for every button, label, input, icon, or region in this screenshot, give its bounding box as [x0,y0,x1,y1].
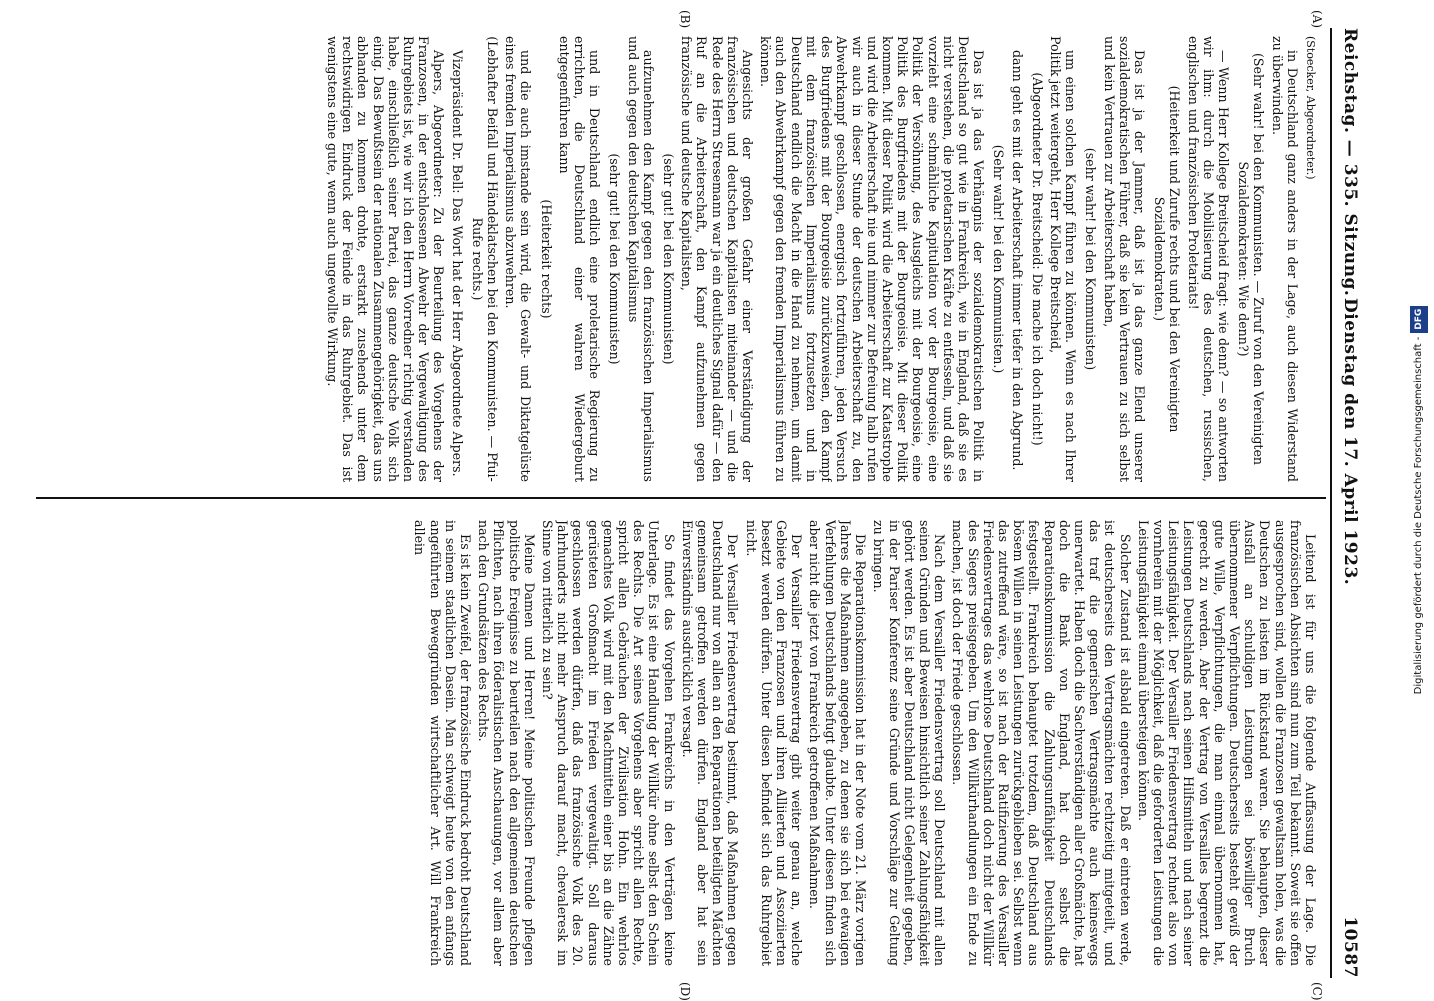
paragraph: Vizepräsident Dr. Bell: Das Wort hat der Herr Abgeordnete Alpers. [449,50,465,477]
paragraph: in Deutschland ganz anders in der Lage, auch diesen Widerstand zu überwinden. [1269,36,1300,482]
interjection: (Sehr wahr! bei den Kommunisten.) [991,144,1007,374]
header-date: Dienstag den 17. April 1923. [1340,298,1360,586]
speaker-label: (Stoecker, Abgeordneter.) [1304,36,1317,180]
header-title: Reichstag. — 335. Sitzung. [1340,28,1360,297]
paragraph: — Wenn Herr Kollege Breitscheid fragt: wie denn? — so antworten wir ihm: durch die Mobilisierung des deutschen, russischen, englischen und französischen Proletariats! [1185,36,1231,482]
paragraph: und in Deutschland endlich eine proletarische Regierung zu errichten, die Deutschland einer wahren Wiedergeburt entgegenführen kann [556,36,603,482]
paragraph: Der Versailler Friedensvertrag gibt weiter genau an, welche Gebiete von den Franzosen und ihren Alliierten und Assoziierten besetzt werden dürfen. Unter diesen befindet sich das Ruhrgebiet nicht. [743,520,805,966]
interjection: (sehr wahr! bei den Kommunisten) [1083,147,1099,371]
paragraph: Nach dem Versailler Friedensvertrag soll Deutschland mit allen seinen Gründen und Beweisen hinsichtlich seiner Zahlungsfähigkeit gehört werden. Es ist aber Deutschland nicht Gelegenheit gegeben, in der Pariser Konferenz seine Gründe und Vorschläge zur Geltung zu bringen. [871,520,948,966]
interjection: (Lebhafter Beifall und Händeklatschen bei den Kommunisten. — Pfui-Rufe rechts.) [469,36,501,482]
paragraph: Angesichts der großen Gefahr einer Verständigung der französischen und deutschen Kapitalisten miteinander — und die Rede des Herrn Stresemann war ja ein deutliches Signal dafür — den Ruf an die Arbeiterschaft, den Kampf aufzunehmen gegen französische und deutsche Kapitalisten, [679,36,756,482]
funding-text: Digitalisierung gefördert durch die Deutsche Forschungsgemeinschaft - [1413,336,1424,695]
right-column [28,520,1318,966]
column-divider [36,497,1326,499]
margin-letter-c: (C) [1310,982,1324,1001]
interjection: (Sehr wahr! bei den Kommunisten. — Zuruf von den Vereinigten Sozialdemokraten: Wie denn?) [1236,52,1267,466]
interjection: (Abgeordneter Dr. Breitscheid: Die mache ich doch nicht!) [1029,72,1045,446]
paragraph: Meine Damen und Herren! Meine politischen Freunde pflegen politische Ereignisse zu beurteilen nach den allgemeinen deutschen Pflichten, nach ihren föderalistischen Anschauungen, vor allem aber nach den Grundsätzen des Rechts. [476,520,537,966]
paragraph: aufzunehmen den Kampf gegen den französischen Imperialismus und auch gegen den deutschen Kapitalismus [625,36,656,482]
header-rule [1330,28,1332,978]
margin-letter-a: (A) [1310,10,1324,29]
page-number: 10587 [1340,916,1360,978]
paragraph: Der Versailler Friedensvertrag bestimmt, daß Maßnahmen gegen Deutschland nur von allen an den Reparationen beteiligten Mächten gemeinsam getroffen werden dürfen. England aber hat sein Einverständnis ausdrücklich versagt. [679,520,741,966]
paragraph: So findet das Vorgehen Frankreichs in den Verträgen keine Unterlage. Es ist eine Handlung der Willkür ohne selbst den Schein des Rechts. Die Art seines Vorgehens aber spricht allen Rechte, spricht allen Gebräuchen der Zivilisation Hohn. Ein wehrlos gemachtes Volk wird mit den Machtmitteln einer bis an die Zähne gerüsteten Großmacht im Frieden vergewaltigt. Soll daraus geschlossen werden dürfen, daß das französische Volk des 20. Jahrhunderts nicht mehr Anspruch darauf macht, chevaleresk im Sinne von ritterlich zu sein? [540,520,677,966]
digitization-note [1410,10,1430,990]
margin-letter-b: (B) [678,10,692,29]
dfg-logo-badge: DFG [1410,306,1428,333]
paragraph: Das ist ja das Verhängnis der sozialdemokratischen Politik in Deutschland so gut wie in Frankreich, wie in England, daß sie es nicht verstehen, die proletarischen Kräfte zu entfesseln, und daß sie vorzieht eine schmähliche Kapitulation vor der Bourgeoisie, eine Politik der Versöhnung, des Ausgleichs mit der Bourgeoisie, eine Politik des Burgfriedens mit der Bourgeoisie. Mit dieser Politik kommen. Mit dieser Politik wird die Arbeiterschaft zur Katastrophe und wird die Arbeiterschaft nie und nimmer zur Befreiung halb rufen wir auch in dieser Stunde der deutschen Arbeiterschaft zu, den Abwehrkampf geschlossen, energisch fortzuführen, jeden Versuch des Burgfriedens mit der Bourgeoisie zurückzuweisen, den Kampf mit dem französischen Imperialismus fortzusetzen und in Deutschland endlich die Macht in die Hand zu nehmen, um damit auch den Abwehrkampf gegen den fremden Imperialismus führen zu können. [758,36,987,482]
paragraph: Alpers, Abgeordneter: Zu der Beurteilung des Vorgehens der Franzosen, in der entschlossenen Abwehr der Vergewaltigung des Ruhrgebiets ist, wie wir ich den Herrn Vorredner richtig verstanden habe, einschließlich seiner Partei, das ganze deutsche Volk sich einig. Das Bewußtsein der nationalen Zusammengehörigkeit, das uns abhanden zu kommen drohte, erstarkt zusehends unter dem rechtswidrigen Eindruck der Feinde in das Ruhrgebiet. Das ist wenigstens eine gute, wenn auch ungewollte Wirkung. [325,36,447,482]
left-column [28,36,1318,482]
margin-letter-d: (D) [678,982,692,1001]
paragraph: Die Reparationskommission hat in der Note vom 21. März vorigen Jahres die Maßnahmen angegeben, zu denen sie sich bei etwaigen Verfehlungen Deutschlands befugt glaubte. Unter diesen finden sich aber nicht die jetzt von Frankreich getroffenen Maßnahmen. [807,520,869,966]
paragraph: Leitend ist für uns die folgende Auffassung der Lage. Die französischen Absichten sind nun zum Teil bekannt. Soweit sie offen ausgesprochen sind, wollen die Franzosen gewaltsam holen, was die Deutschen zu leisten im Rückstand waren. Sie behaupten, dieser Ausfall an schuldigen Leistungen sei böswilliger Bruch übernommener Verpflichtungen. Deutscherseits besteht gewiß der gute Wille, Verpflichtungen, die man einmal übernommen hat, gerecht zu werden. Aber der Vertrag von Versailles begrenzt die Leistungen Deutschlands nach seinen Hilfsmitteln und nach seiner Leistungsfähigkeit. Der Versailler Friedensvertrag rechnet also von vornherein mit der Möglichkeit, daß die geforderten Leistungen die Leistungsfähigkeit einmal übersteigen können. [1135,520,1318,966]
paragraph: um einen solchen Kampf führen zu können. Wenn es nach Ihrer Politik jetzt weitergeht, Herr Kollege Breitscheid, [1047,36,1079,482]
digitization-note-text [1410,10,1428,990]
interjection: (sehr gut! bei den Kommunisten) [607,153,623,365]
paragraph: Solcher Zustand ist alsbald eingetreten. Daß er eintreten werde, ist deutscherseits den Vertragsmächten rechtzeitig mitgeteilt, und das traf die gegnerischen Vertragsmächte auch keineswegs unerwartet. Haben doch die Sachverständigen aller Großmächte, hat doch die Bank von England, hat doch selbst die Reparationskommission die Zahlungsunfähigkeit Deutschlands festgestellt. Frankreich behauptet trotzdem, daß Deutschland aus bösem Willen in seinen Leistungen zurückgeblieben sei. Selbst wenn das zutreffend wäre, so ist nach der Ratifizierung des Versailler Friedensvertrages das wehrlose Deutschland doch nicht der Willkür des Siegers preisgegeben. Um den Willkürhandlungen ein Ende zu machen, ist doch der Friede geschlossen. [950,520,1133,966]
paragraph: Das ist ja der Jammer, daß ist ja das ganze Elend unserer sozialdemokratischen Führer, daß sie kein Vertrauen zu sich selbst und kein Vertrauen zur Arbeiterschaft haben, [1101,36,1147,482]
paragraph: dann geht es mit der Arbeiterschaft immer tiefer in den Abgrund. [1009,50,1025,471]
document-page [2,0,1392,1000]
interjection: (Heiterkeit und Zurufe rechts und bei den Vereinigten Sozialdemokraten.) [1152,85,1183,433]
interjection: (sehr gut! bei den Kommunisten) [661,153,677,365]
paragraph: und die auch imstande sein wird, die Gewalt- und Diktatgelüste eines fremden Imperialismus abzuwehren. [503,36,534,482]
page-header [1326,28,1370,978]
paragraph: Es ist kein Zweifel, der französische Eindruck bedroht Deutschland in seinem staatlichen Dasein. Man schweigt heute von den anfangs angeführten Beweggründen wirtschaftlicher Art. Will Frankreich allein [412,520,474,966]
interjection: (Heiterkeit rechts) [538,199,554,319]
